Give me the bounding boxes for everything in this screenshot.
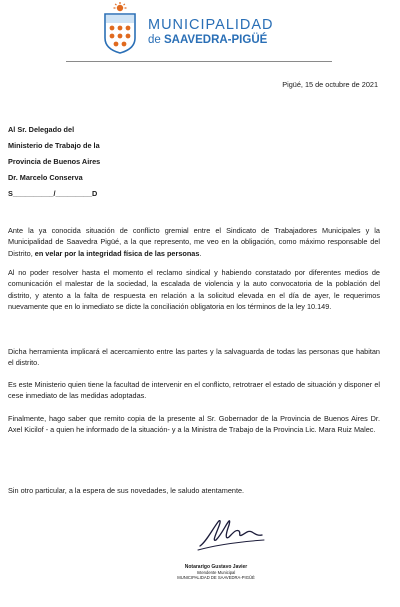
body-paragraph-5: Finalmente, hago saber que remito copia de la presente al Sr. Gobernador de la Provincia de Buenos Aires Dr. Axel Kicilof - a quien he informado de la situación- y a la Ministra de Trabajo de la Provincia Lic. Mara Ruiz Malec.	[8, 414, 380, 435]
municipality-subtitle-city: SAAVEDRA-PIGÜÉ	[164, 34, 268, 46]
signer-entity: MUNICIPALIDAD DE SAAVEDRA-PIGÜÉ	[177, 575, 255, 580]
body-paragraph-4: Es este Ministerio quien tiene la facultad de intervenir en el conflicto, retrotraer el estado de situación y disponer el cese inmediato de las medidas adoptadas.	[8, 380, 380, 401]
body-paragraph-1-emphasis: en velar por la integridad física de las personas	[34, 248, 200, 258]
body-paragraph-1	[8, 225, 380, 259]
addressee-block	[8, 122, 100, 202]
municipality-title: MUNICIPALIDAD	[148, 17, 274, 33]
handwritten-signature	[196, 512, 266, 552]
addressee-line: Ministerio de Trabajo de la	[8, 141, 100, 150]
municipality-subtitle-de: de	[148, 34, 164, 46]
addressee-line: Dr. Marcelo Conserva	[8, 173, 83, 182]
letter-date: Pigüé, 15 de octubre de 2021	[282, 80, 378, 89]
header-divider	[66, 61, 332, 62]
municipal-crest-icon	[100, 2, 140, 54]
signer-role: Intendente Municipal	[196, 570, 236, 575]
body-paragraph-3: Dicha herramienta implicará el acercamiento entre las partes y la salvaguarda de todas las personas que habitan el distrito.	[8, 347, 380, 368]
signature-block	[160, 564, 272, 580]
addressee-line: Al Sr. Delegado del	[8, 125, 75, 134]
body-paragraph-1-end: .	[199, 248, 202, 258]
closing-line: Sin otro particular, a la espera de sus novedades, le saludo atentamente.	[8, 486, 245, 495]
addressee-line: S__________/_________D	[8, 189, 98, 198]
signer-name: Notararigo Gustavo Javier	[184, 564, 248, 570]
letterhead	[100, 2, 320, 54]
municipality-subtitle	[148, 34, 267, 46]
addressee-line: Provincia de Buenos Aires	[8, 157, 101, 166]
body-paragraph-2: Al no poder resolver hasta el momento el reclamo sindical y habiendo constatado por diferentes medios de comunicación el malestar de la sociedad, la escalada de violencia y la auto convocatoria de la población del distrito, y atento a la falta de respuesta en relación a la solicitud elevada en el día de ayer, le requerimos nuevamente que en lo inmediato se dicte la conciliación obligatoria en los términos de la ley 10.149.	[8, 268, 380, 312]
body-paragraph-1-text: Ante la ya conocida situación de conflicto gremial entre el Sindicato de Trabajadores Municipales y la Municipalidad de Saavedra Pigüé, a la que represento, me veo en la obligación, como máximo responsable del Distrito,	[8, 226, 380, 258]
